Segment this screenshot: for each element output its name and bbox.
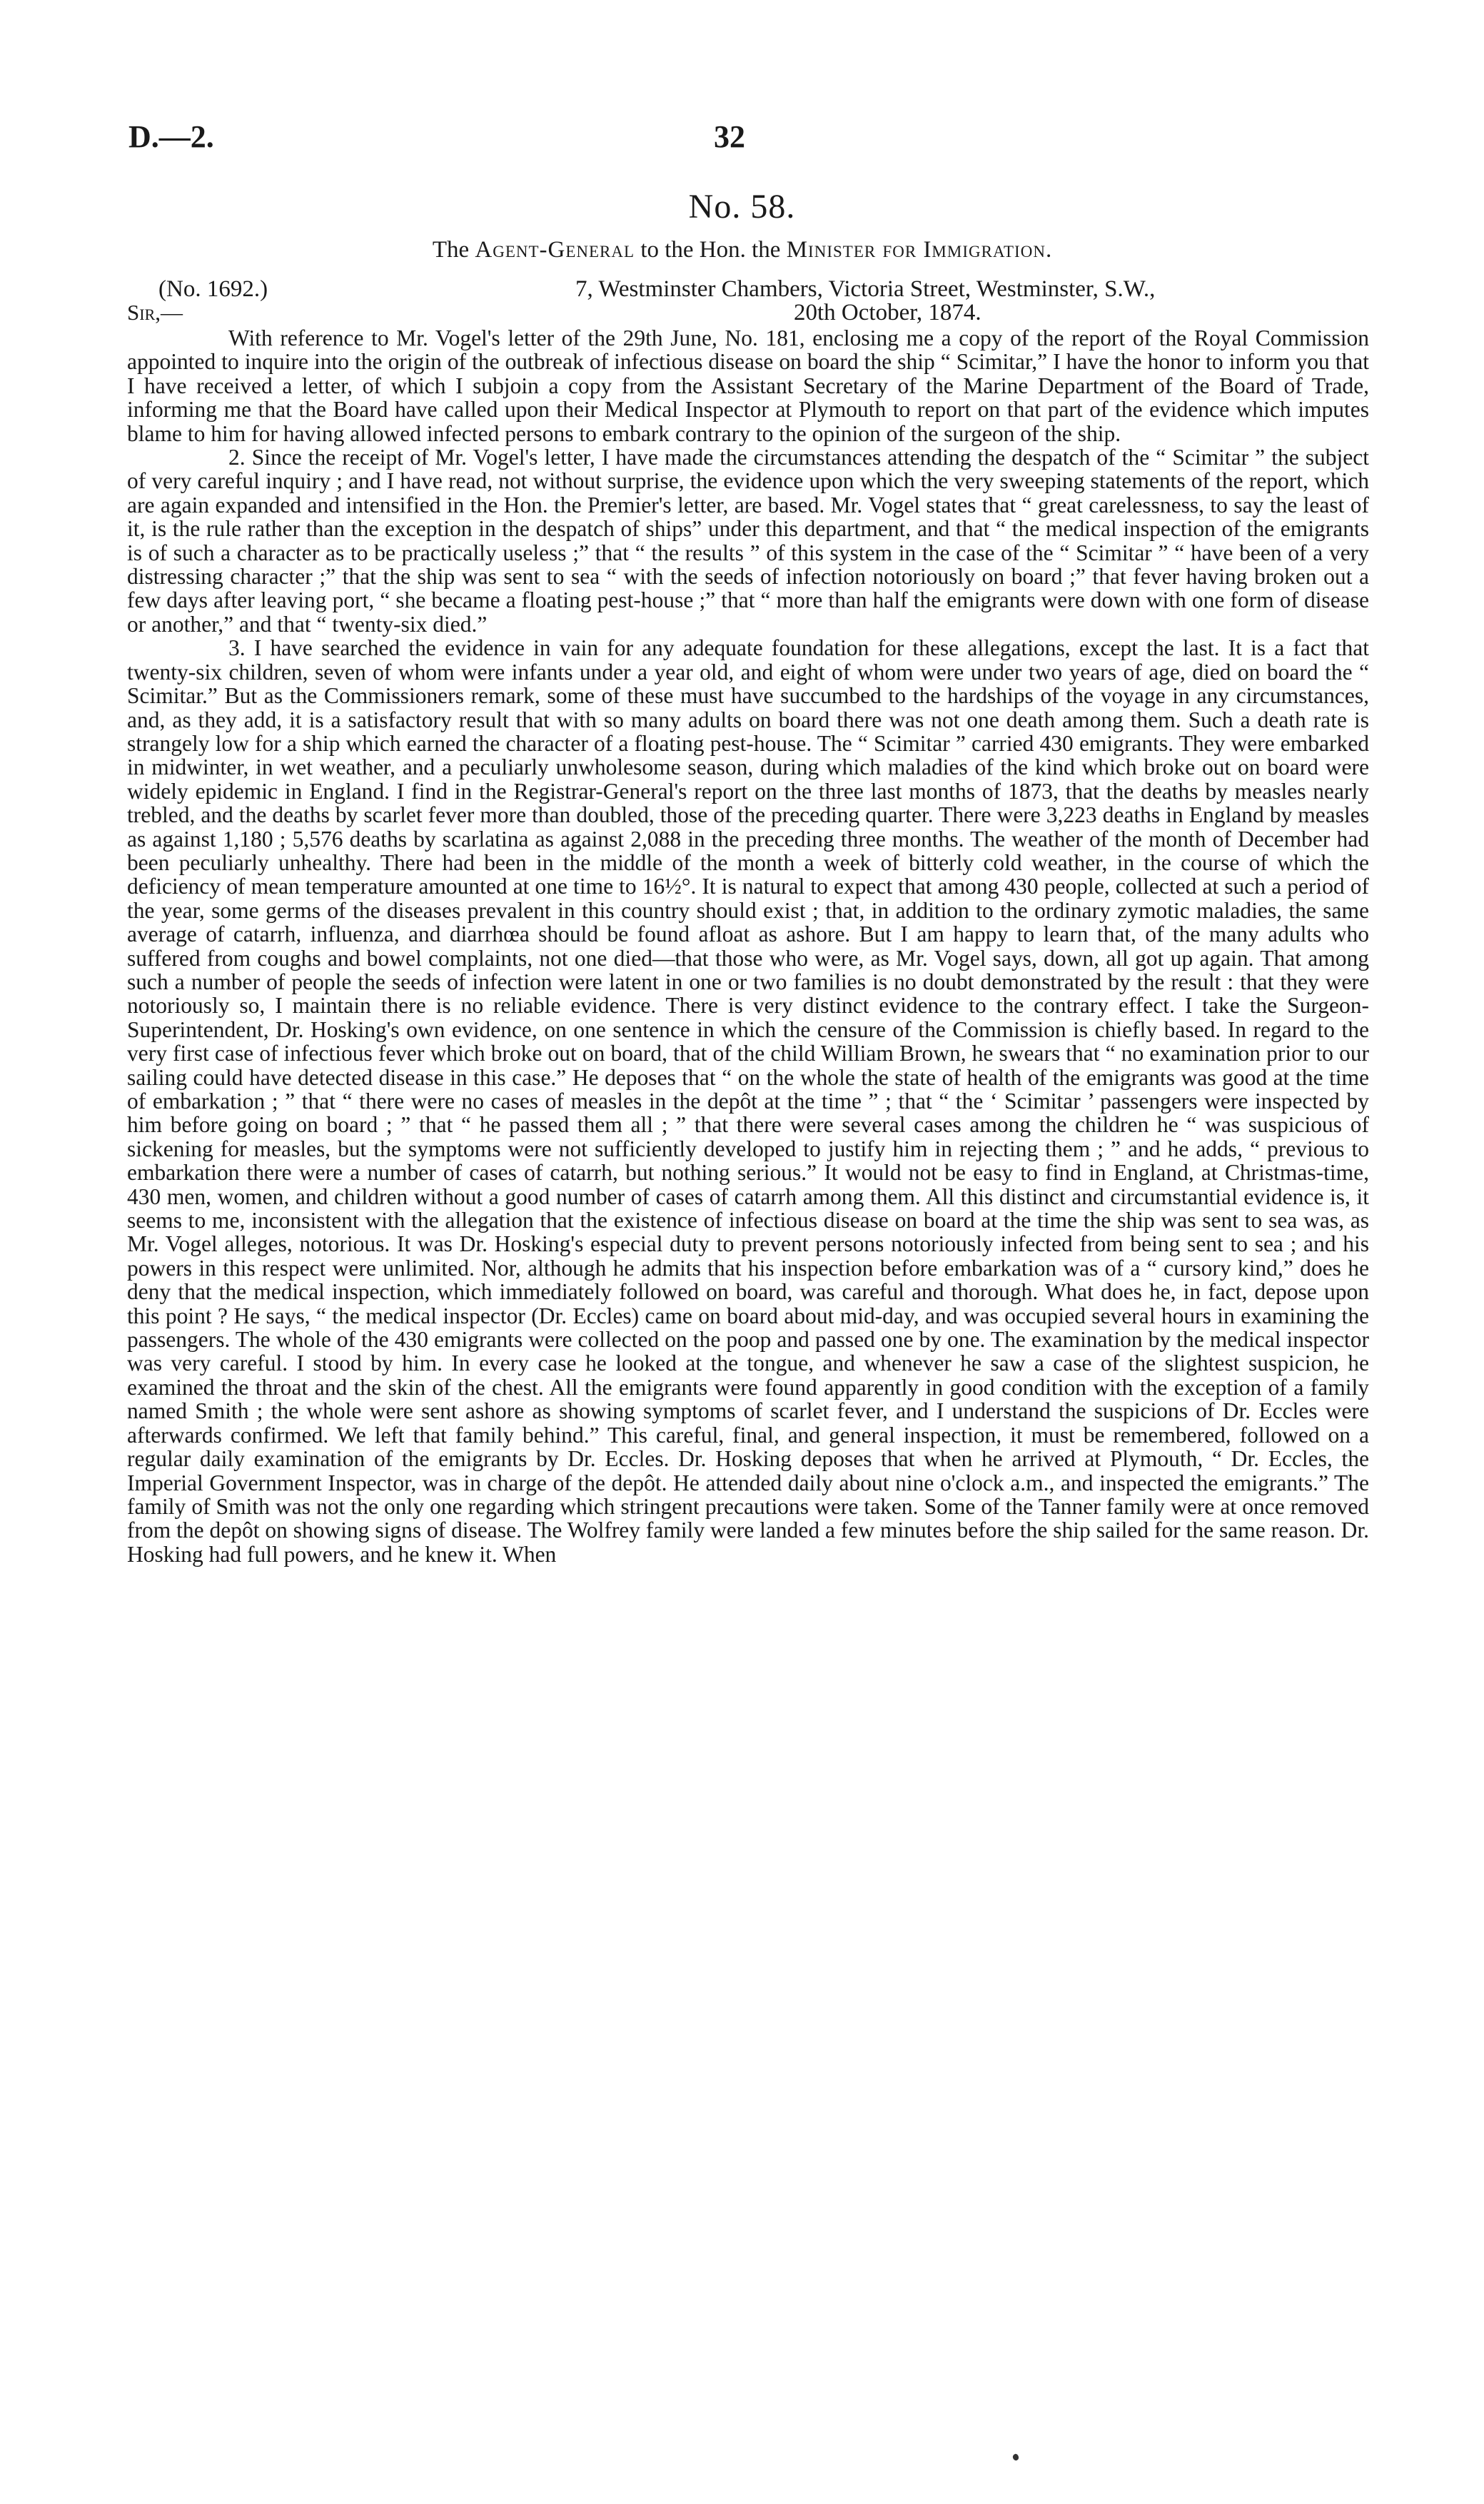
paragraph-2: 2. Since the receipt of Mr. Vogel's letter, I have made the circumstances attending the despatch of the “ Scimitar ” the subject of very careful inquiry ; and I have read, not without surprise, the evidence upon which the very sweeping statements of the report, which are again expanded and intensified in the Hon. the Premier's letter, are based. Mr. Vogel states that “ great carelessness, to say the least of it, is the rule rather than the exception in the despatch of ships” under this department, and that “ the medical inspection of the emigrants is of such a character as to be practically useless ;” that “ the results ” of this system in the case of the “ Scimitar ” “ have been of a very distressing character ;” that the ship was sent to sea “ with the seeds of infection notoriously on board ;” that fever having broken out a few days after leaving port, “ she became a floating pest-house ;” that “ more than half the emigrants were down with one form of disease or another,” and that “ twenty-six died.” [127,445,1369,637]
paragraph-1: With reference to Mr. Vogel's letter of the 29th June, No. 181, enclosing me a copy of the report of the Royal Commission appointed to inquire into the origin of the outbreak of infectious disease on board the ship “ Scimitar,” I have the honor to inform you that I have received a letter, of which I subjoin a copy from the Assistant Secretary of the Marine Department of the Board of Trade, informing me that the Board have called upon their Medical Inspector at Plymouth to report on that part of the evidence which imputes blame to him for having allowed infected persons to embark contrary to the opinion of the surgeon of the ship. [127,325,1369,446]
paragraph-3: 3. I have searched the evidence in vain for any adequate foundation for these allegations, except the last. It is a fact that twenty-six children, seven of whom were infants under a year old, and eight of whom were under two years of age, died on board the “ Scimitar.” But as the Commissioners remark, some of these must have succumbed to the hardships of the voyage in any circumstances, and, as they add, it is a satisfactory result that with so many adults on board there was not one death among them. Such a death rate is strangely low for a ship which earned the character of a floating pest-house. The “ Scimitar ” carried 430 emigrants. They were embarked in midwinter, in wet weather, and a peculiarly unwholesome season, during which maladies of the kind which broke out on board were widely epidemic in England. I find in the Registrar-General's report on the three last months of 1873, that the deaths by measles nearly trebled, and the deaths by scarlet fever more than doubled, those of the preceding quarter. There were 3,223 deaths in England by measles as against 1,180 ; 5,576 deaths by scarlatina as against 2,088 in the preceding three months. The weather of the month of December had been peculiarly unhealthy. There had been in the middle of the month a week of bitterly cold weather, in the course of which the deficiency of mean temperature amounted at one time to 16½°. It is natural to expect that among 430 people, collected at such a period of the year, some germs of the diseases prevalent in this country should exist ; that, in addition to the ordinary zymotic maladies, the same average of catarrh, influenza, and diarrhœa should be found afloat as ashore. But I am happy to learn that, of the many adults who suffered from coughs and bowel complaints, not one died—that those who were, as Mr. Vogel says, down, all got up again. That among such a number of people the seeds of infection were latent in one or two families is no doubt demonstrated by the result : that they were notoriously so, I maintain there is no reliable evidence. There is very distinct evidence to the contrary effect. I take the Surgeon-Superintendent, Dr. Hosking's own evidence, on one sentence in which the censure of the Commission is chiefly based. In regard to the very first case of infectious fever which broke out on board, that of the child William Brown, he swears that “ no examination prior to our sailing could have detected disease in this case.” He deposes that “ on the whole the state of health of the emigrants was good at the time of embarkation ; ” that “ there were no cases of measles in the depôt at the time ” ; that “ the ‘ Scimitar ’ passengers were inspected by him before going on board ; ” that “ he passed them all ; ” that there were several cases among the children he “ was suspicious of sickening for measles, but the symptoms were not sufficiently developed to justify him in rejecting them ; ” and he adds, “ previous to embarkation there were a number of cases of catarrh, but nothing serious.” It would not be easy to find in England, at Christmas-time, 430 men, women, and children without a good number of cases of catarrh among them. All this distinct and circumstantial evidence is, it seems to me, inconsistent with the allegation that the existence of infectious disease on board at the time the ship was sent to sea was, as Mr. Vogel alleges, notorious. It was Dr. Hosking's especial duty to prevent persons notoriously infected from being sent to sea ; and his powers in this respect were unlimited. Nor, although he admits that his inspection before embarkation was of a “ cursory kind,” does he deny that the medical inspection, which immediately followed on board, was careful and thorough. What does he, in fact, depose upon this point ? He says, “ the medical inspector (Dr. Eccles) came on board about mid-day, and was occupied several hours in examining the passengers. The whole of the 430 emigrants were collected on the poop and passed one by one. The examination by the medical inspector was very careful. I stood by him. In every case he looked at the tongue, and whenever he saw a case of the slightest suspicion, he examined the throat and the skin of the chest. All the emigrants were found apparently in good condition with the exception of a family named Smith ; the whole were sent ashore as showing symptoms of scarlet fever, and I understand the suspicions of Dr. Eccles were afterwards confirmed. We left that family behind.” This careful, final, and general inspection, it must be remembered, followed on a regular daily examination of the emigrants by Dr. Eccles. Dr. Hosking deposes that when he arrived at Plymouth, “ Dr. Eccles, the Imperial Government Inspector, was in charge of the depôt. He attended daily about nine o'clock a.m., and inspected the emigrants.” The family of Smith was not the only one regarding which stringent precautions were taken. Some of the Tanner family were at once removed from the depôt on showing signs of disease. The Wolfrey family were landed a few minutes before the ship sailed for the same reason. Dr. Hosking had full powers, and he knew it. When [127,635,1369,1567]
ink-speck [1011,2453,1019,2462]
heading-recipient: Minister for Immigration [786,237,1046,263]
salutation: Sir,— [127,300,183,325]
sender-address: 7, Westminster Chambers, Victoria Street, Westminster, S.W., [575,276,1156,302]
heading-sender: Agent-General [475,237,635,263]
document-heading [0,237,1484,263]
heading-prefix: The [432,237,475,263]
running-head [128,118,1378,161]
letter-body [127,326,1369,1566]
heading-suffix: . [1045,237,1052,263]
document-code: D.—2. [128,119,214,154]
letter-date: 20th October, 1874. [794,300,981,325]
page-number: 32 [714,119,745,154]
letter-reference: (No. 1692.) [158,276,268,302]
heading-middle: to the Hon. the [635,237,787,263]
document-number: No. 58. [688,188,796,226]
